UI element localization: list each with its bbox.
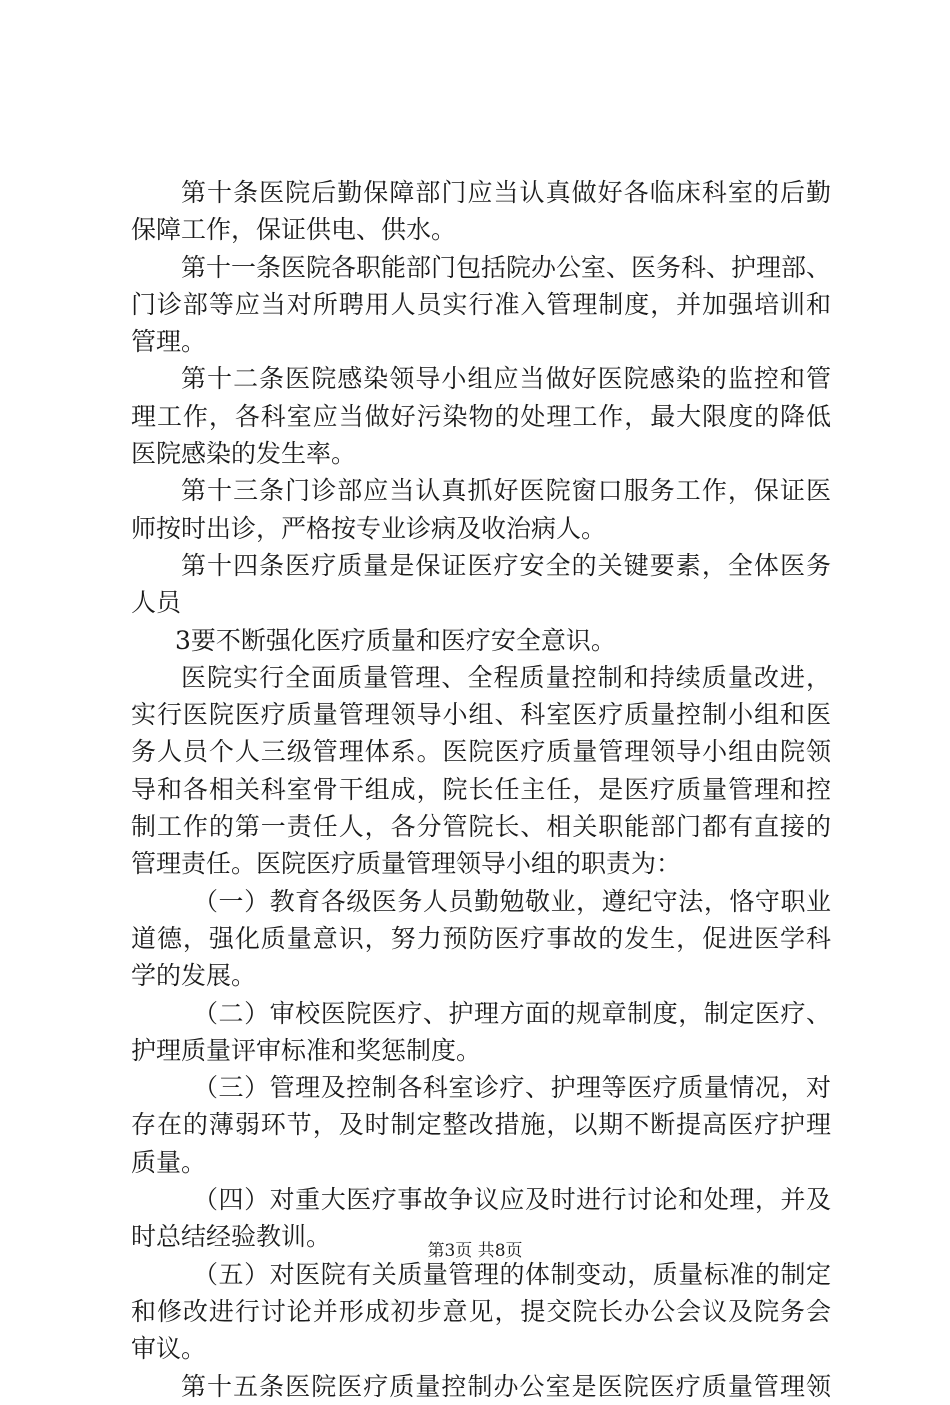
text-line: 第十三条门诊部应当认真抓好医院窗口服务工作，保证医 (181, 476, 831, 506)
text-line: （五）对医院有关质量管理的体制变动，质量标准的制定 (193, 1259, 831, 1289)
text-line: 时总结经验教训。 (131, 1222, 332, 1252)
text-line: 导和各相关科室骨干组成，院长任主任，是医疗质量管理和控 (131, 774, 831, 804)
text-line: 人员 (131, 588, 182, 618)
text-line: （一）教育各级医务人员勤勉敬业，遵纪守法，恪守职业 (193, 886, 831, 916)
text-line: 和修改进行讨论并形成初步意见，提交院长办公会议及院务会 (131, 1296, 831, 1326)
text-line: （三）管理及控制各科室诊疗、护理等医疗质量情况，对 (193, 1073, 831, 1103)
text-line: 质量。 (131, 1147, 207, 1177)
text-line: 第十五条医院医疗质量控制办公室是医院医疗质量管理领 (181, 1371, 831, 1401)
text-line: 第十条医院后勤保障部门应当认真做好各临床科室的后勤 (181, 178, 831, 207)
document-body (131, 174, 831, 1405)
text-line: 管理。 (131, 327, 207, 357)
page-footer: 第3页 共8页 (427, 1241, 523, 1261)
text-line: 3要不断强化医疗质量和医疗安全意识。 (175, 625, 616, 655)
text-line: 第十四条医疗质量是保证医疗安全的关键要素，全体医务 (181, 550, 831, 580)
text-line: 护理质量评审标准和奖惩制度。 (131, 1035, 482, 1065)
text-line: 实行医院医疗质量管理领导小组、科室医疗质量控制小组和医 (131, 700, 831, 730)
text-line: 理工作，各科室应当做好污染物的处理工作，最大限度的降低 (131, 401, 831, 431)
text-line: 第十二条医院感染领导小组应当做好医院感染的监控和管 (181, 364, 831, 394)
text-line: 制工作的第一责任人，各分管院长、相关职能部门都有直接的 (131, 812, 831, 842)
text-line: 门诊部等应当对所聘用人员实行准入管理制度，并加强培训和 (131, 289, 831, 319)
text-line: 医院感染的发生率。 (131, 439, 357, 469)
text-line: 保障工作，保证供电、供水。 (131, 215, 457, 245)
text-line: 医院实行全面质量管理、全程质量控制和持续质量改进， (181, 662, 831, 692)
text-line: 审议。 (131, 1334, 207, 1364)
text-line: （二）审校医院医疗、护理方面的规章制度，制定医疗、 (193, 998, 831, 1028)
text-line: 务人员个人三级管理体系。医院医疗质量管理领导小组由院领 (131, 737, 831, 767)
text-line: 学的发展。 (131, 961, 257, 991)
text-line: 第十一条医院各职能部门包括院办公室、医务科、护理部、 (181, 252, 832, 282)
text-line: 师按时出诊，严格按专业诊病及收治病人。 (131, 513, 607, 543)
text-line: 道德，强化质量意识，努力预防医疗事故的发生，促进医学科 (131, 923, 831, 953)
text-line: 管理责任。医院医疗质量管理领导小组的职责为： (131, 849, 682, 879)
text-line: 存在的薄弱环节，及时制定整改措施，以期不断提高医疗护理 (131, 1110, 831, 1140)
text-line: （四）对重大医疗事故争议应及时进行讨论和处理，并及 (193, 1185, 831, 1215)
